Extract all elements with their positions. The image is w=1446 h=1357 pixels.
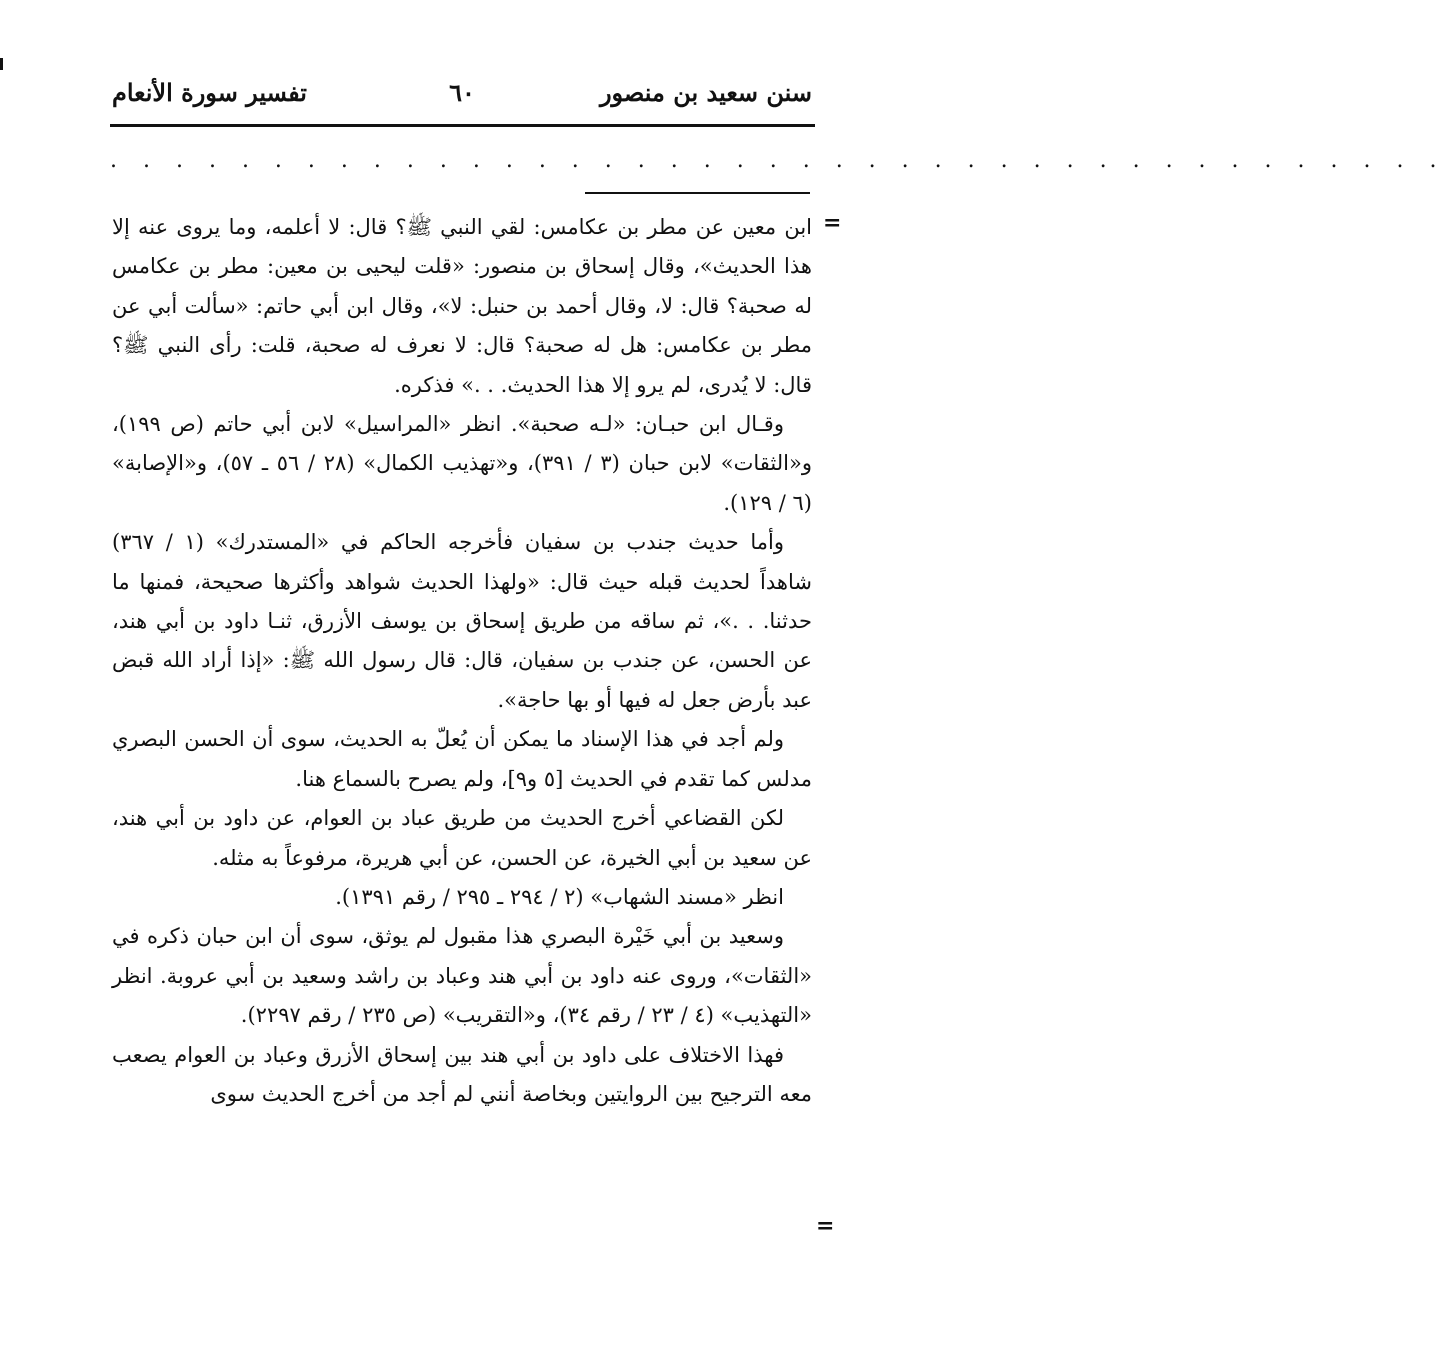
page-header (112, 78, 812, 120)
continuation-mark-end: = (816, 1213, 835, 1239)
paragraph-3: وأما حديث جندب بن سفيان فأخرجه الحاكم في «المستدرك» (١ / ٣٦٧) شاهداً لحديث قبله حيث قال: «ولهذا الحديث شواهد وأكثرها صحيحة، فمنها ما حدثنا. . .»، ثم ساقه من طريق إسحاق بن يوسف الأزرق، ثنـا داود بن أبي هند، عن الحسن، عن جندب بن سفيان، قال: قال رسول الله ﷺ: «إذا أراد الله قبض عبد بأرض جعل له فيها أو بها حاجة». (112, 530, 812, 712)
section-title: تفسير سورة الأنعام (112, 78, 307, 107)
paragraph-8: فهذا الاختلاف على داود بن أبي هند بين إسحاق الأزرق وعباد بن العوام يصعب معه الترجيح بين الروايتين وبخاصة أنني لم أجد من أخرج الحديث سوى (112, 1042, 812, 1106)
paragraph-2: وقـال ابن حبـان: «لـه صحبة». انظر «المراسيل» لابن أبي حاتم (ص ١٩٩)، و«الثقات» لابن حبان (٣ / ٣٩١)، و«تهذيب الكمال» (٢٨ / ٥٦ ـ ٥٧)، و«الإصابة» (٦ / ١٢٩). (112, 412, 812, 515)
running-title: سنن سعيد بن منصور (599, 78, 812, 107)
paragraph-1: ابن معين عن مطر بن عكامس: لقي النبي ﷺ؟ قال: لا أعلمه، وما يروى عنه إلا هذا الحديث»، وقال إسحاق بن منصور: «قلت ليحيى بن معين: مطر بن عكامس له صحبة؟ قال: لا، وقال أحمد بن حنبل: لا»، وقال ابن أبي حاتم: «سألت أبي عن مطر بن عكامس: هل له صحبة؟ قال: لا نعرف له صحبة، قلت: رأى النبي ﷺ؟ قال: لا يُدرى، لم يرو إلا هذا الحديث. . .» فذكره. (112, 215, 812, 397)
continuation-mark-start: = (823, 210, 842, 236)
footnote-body (112, 208, 812, 1114)
paragraph-5: لكن القضاعي أخرج الحديث من طريق عباد بن العوام، عن داود بن أبي هند، عن سعيد بن أبي الخيرة، عن الحسن، عن أبي هريرة، مرفوعاً به مثله. (112, 806, 812, 870)
header-rule (110, 124, 815, 127)
paragraph-4: ولم أجد في هذا الإسناد ما يمكن أن يُعلّ به الحديث، سوى أن الحسن البصري مدلس كما تقدم في الحديث [٥ و٩]، ولم يصرح بالسماع هنا. (112, 727, 812, 791)
corner-mark (0, 58, 3, 70)
dotted-separator: . . . . . . . . . . . . . . . . . . . . . . . . . . . . . . . . . . . . . . . . . (110, 148, 1446, 173)
page-number: ٦٠ (449, 78, 475, 107)
paragraph-6: انظر «مسند الشهاب» (٢ / ٢٩٤ ـ ٢٩٥ / رقم ١٣٩١). (335, 884, 784, 909)
paragraph-7: وسعيد بن أبي خَيْرة البصري هذا مقبول لم يوثق، سوى أن ابن حبان ذكره في «الثقات»، وروى عنه داود بن أبي هند وعباد بن راشد وسعيد بن أبي عروبة. انظر «التهذيب» (٤ / ٢٣ / رقم ٣٤)، و«التقريب» (ص ٢٣٥ / رقم ٢٢٩٧). (112, 924, 812, 1028)
footnote-rule (585, 192, 810, 194)
